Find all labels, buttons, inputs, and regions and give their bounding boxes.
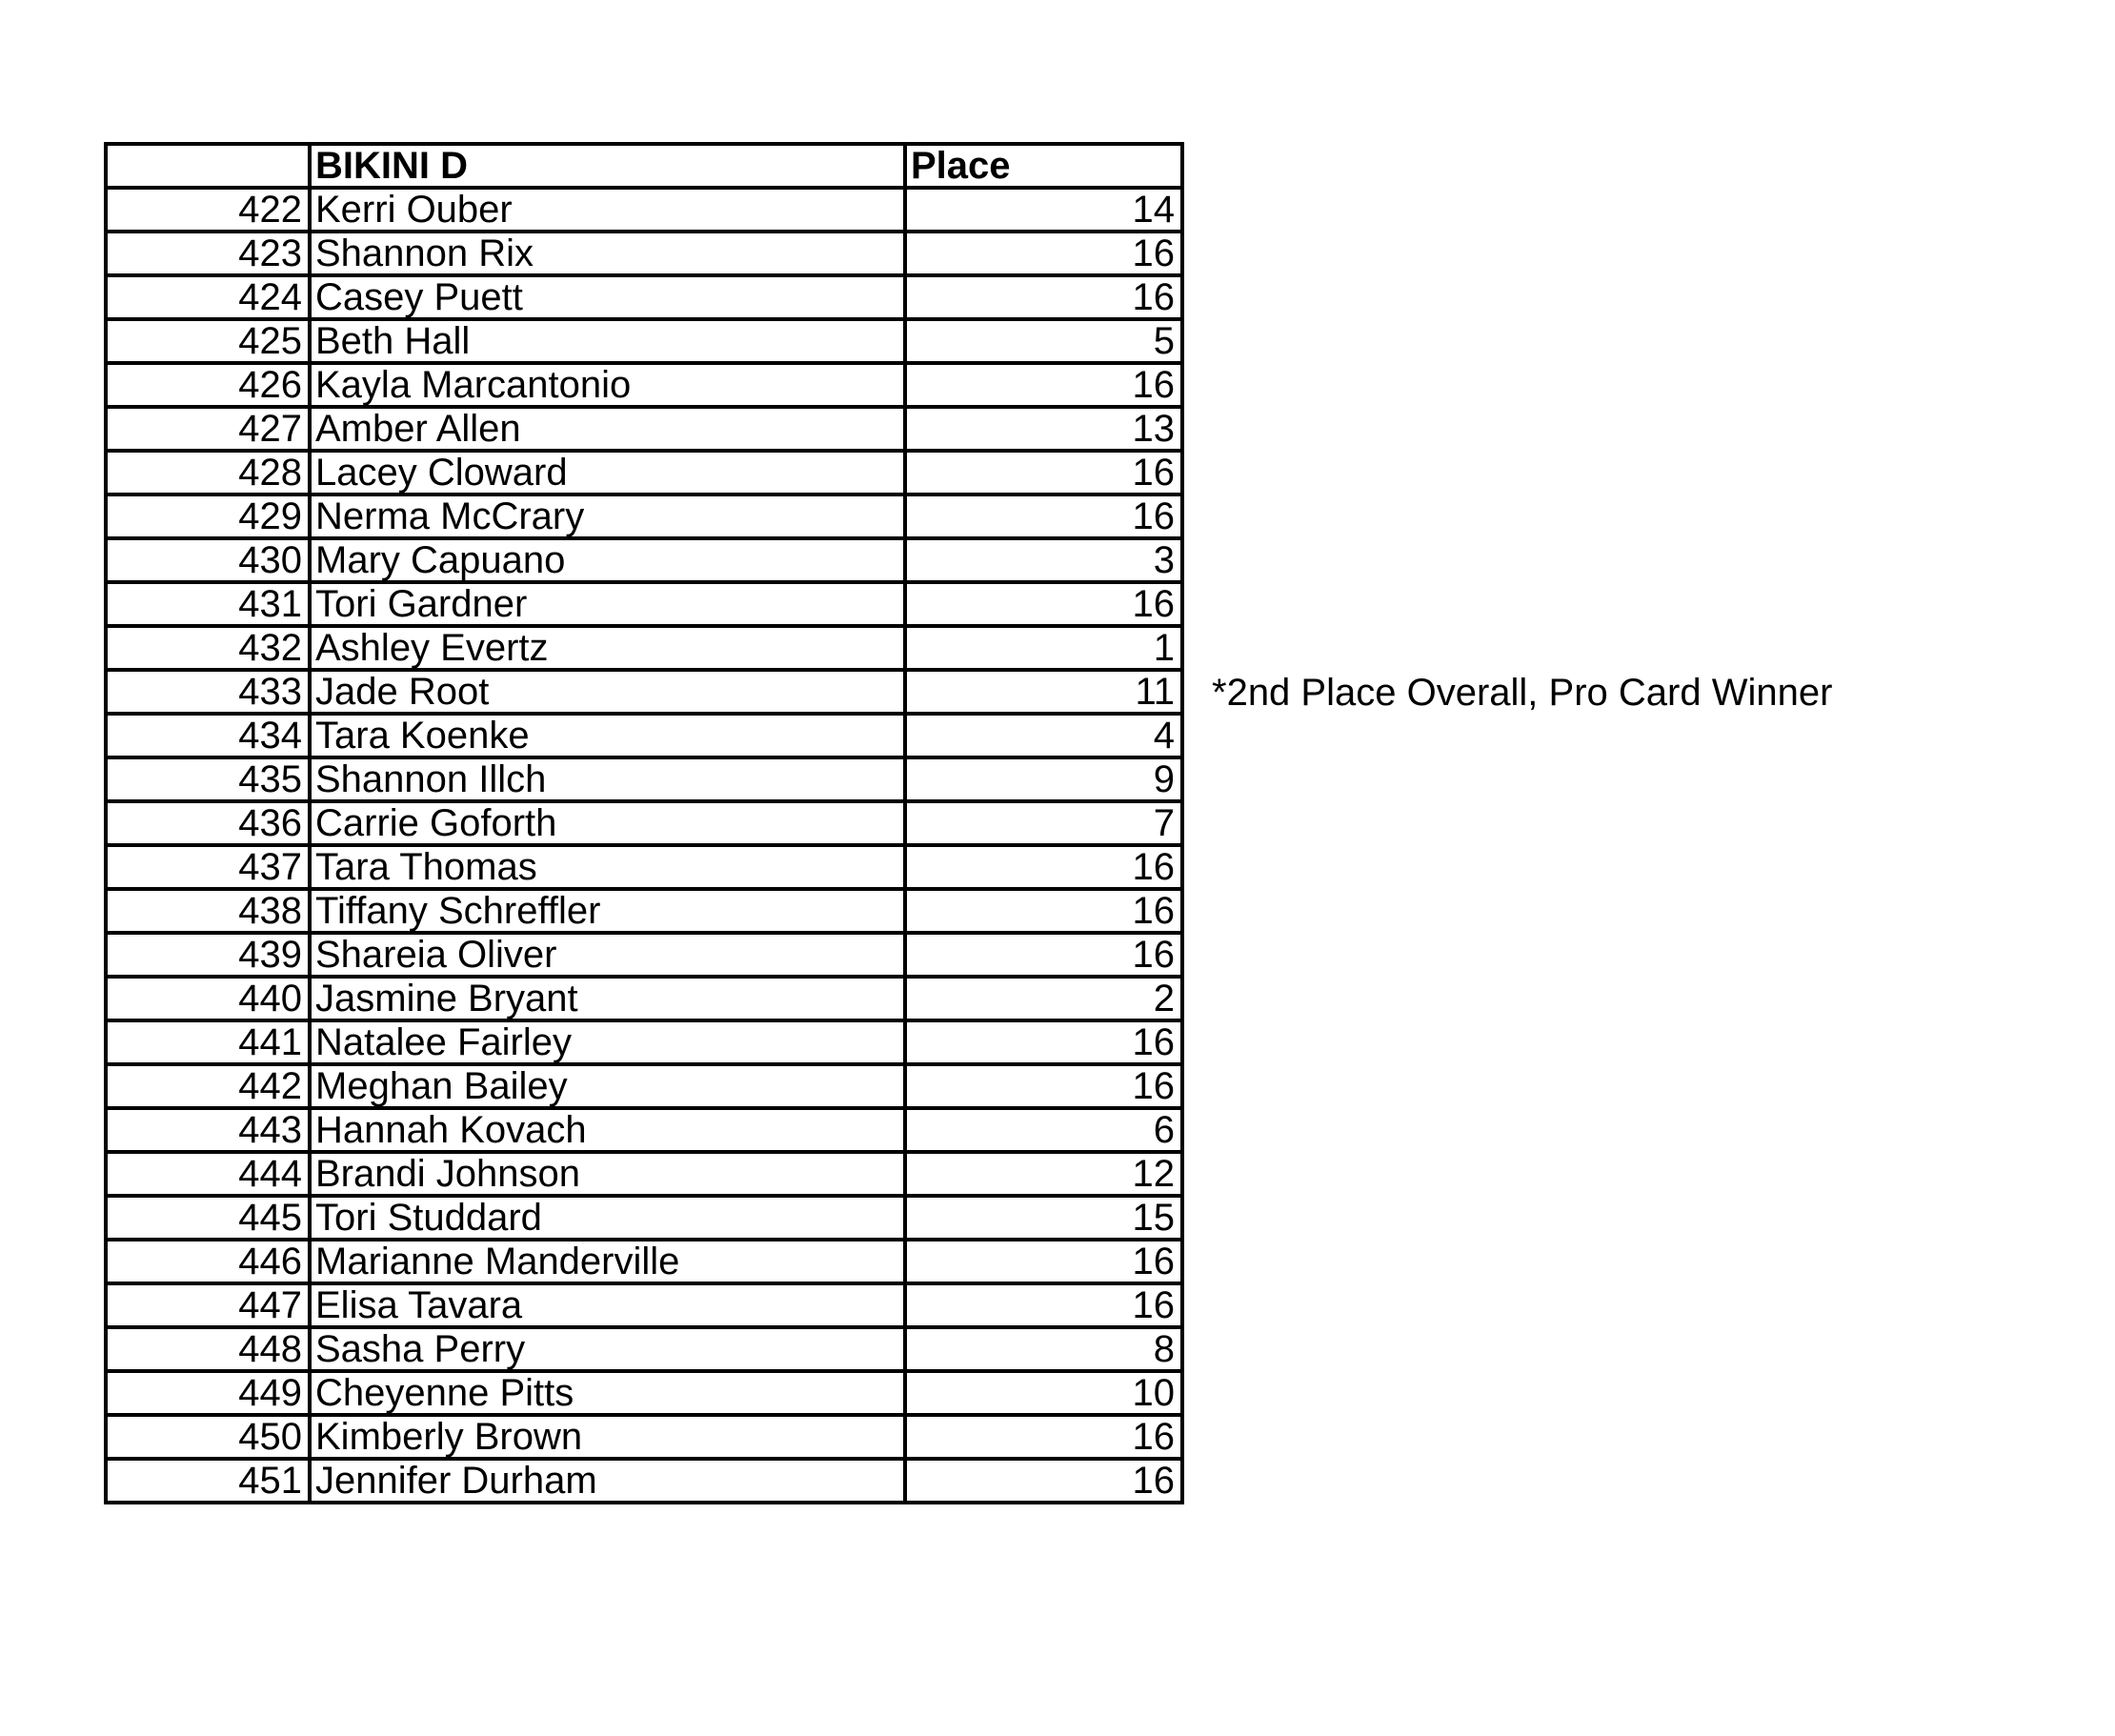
competitor-place: 16 xyxy=(905,495,1182,538)
competitor-name: Tiffany Schreffler xyxy=(310,889,905,933)
competitor-number: 426 xyxy=(106,363,310,407)
competitor-name: Carrie Goforth xyxy=(310,801,905,845)
competitor-number: 448 xyxy=(106,1327,310,1371)
table-row xyxy=(106,582,1182,626)
competitor-name: Natalee Fairley xyxy=(310,1020,905,1064)
table-row xyxy=(106,757,1182,801)
table-row xyxy=(106,275,1182,319)
competitor-name: Meghan Bailey xyxy=(310,1064,905,1108)
table-row xyxy=(106,1415,1182,1459)
competitor-name: Shannon Rix xyxy=(310,232,905,275)
competitor-place: 16 xyxy=(905,275,1182,319)
competitor-name: Kayla Marcantonio xyxy=(310,363,905,407)
competitor-name: Amber Allen xyxy=(310,407,905,451)
table-row xyxy=(106,670,1182,714)
competitor-name: Kerri Ouber xyxy=(310,188,905,232)
competitor-number: 430 xyxy=(106,538,310,582)
overall-winner-note: *2nd Place Overall, Pro Card Winner xyxy=(1212,672,1833,714)
competitor-name: Beth Hall xyxy=(310,319,905,363)
competitor-number: 435 xyxy=(106,757,310,801)
competitor-place: 7 xyxy=(905,801,1182,845)
competitor-number: 422 xyxy=(106,188,310,232)
competitor-name: Lacey Cloward xyxy=(310,451,905,495)
competitor-place: 1 xyxy=(905,626,1182,670)
table-row xyxy=(106,1020,1182,1064)
competitor-number: 442 xyxy=(106,1064,310,1108)
competitor-place: 5 xyxy=(905,319,1182,363)
competitor-name: Marianne Manderville xyxy=(310,1240,905,1283)
results-table xyxy=(104,142,1184,1504)
competitor-name: Hannah Kovach xyxy=(310,1108,905,1152)
competitor-number: 441 xyxy=(106,1020,310,1064)
competitor-number: 447 xyxy=(106,1283,310,1327)
competitor-number: 437 xyxy=(106,845,310,889)
competitor-place: 4 xyxy=(905,714,1182,757)
competitor-number: 446 xyxy=(106,1240,310,1283)
competitor-place: 16 xyxy=(905,232,1182,275)
competitor-name: Brandi Johnson xyxy=(310,1152,905,1196)
competitor-name: Casey Puett xyxy=(310,275,905,319)
table-row xyxy=(106,1283,1182,1327)
competitor-number: 429 xyxy=(106,495,310,538)
competitor-name: Jasmine Bryant xyxy=(310,977,905,1020)
competitor-number: 432 xyxy=(106,626,310,670)
competitor-number: 449 xyxy=(106,1371,310,1415)
competitor-place: 10 xyxy=(905,1371,1182,1415)
competitor-name: Kimberly Brown xyxy=(310,1415,905,1459)
competitor-name: Ashley Evertz xyxy=(310,626,905,670)
competitor-place: 6 xyxy=(905,1108,1182,1152)
table-row xyxy=(106,495,1182,538)
table-row xyxy=(106,451,1182,495)
competitor-place: 16 xyxy=(905,1415,1182,1459)
table-row xyxy=(106,889,1182,933)
table-row xyxy=(106,363,1182,407)
competitor-name: Tori Studdard xyxy=(310,1196,905,1240)
competitor-name: Sasha Perry xyxy=(310,1327,905,1371)
competitor-place: 9 xyxy=(905,757,1182,801)
competitor-place: 16 xyxy=(905,1459,1182,1503)
table-row xyxy=(106,845,1182,889)
competitor-number: 443 xyxy=(106,1108,310,1152)
competitor-number: 436 xyxy=(106,801,310,845)
competitor-place: 16 xyxy=(905,1064,1182,1108)
table-row xyxy=(106,714,1182,757)
competitor-place: 16 xyxy=(905,451,1182,495)
competitor-number: 434 xyxy=(106,714,310,757)
competitor-place: 16 xyxy=(905,1283,1182,1327)
table-row xyxy=(106,801,1182,845)
competitor-place: 16 xyxy=(905,933,1182,977)
competitor-place: 16 xyxy=(905,582,1182,626)
table-row xyxy=(106,1371,1182,1415)
competitor-place: 16 xyxy=(905,1240,1182,1283)
table-row xyxy=(106,977,1182,1020)
competitor-number: 431 xyxy=(106,582,310,626)
table-row xyxy=(106,1459,1182,1503)
header-category: BIKINI D xyxy=(310,144,905,188)
competitor-number: 427 xyxy=(106,407,310,451)
table-row xyxy=(106,407,1182,451)
table-row xyxy=(106,319,1182,363)
competitor-number: 450 xyxy=(106,1415,310,1459)
competitor-number: 440 xyxy=(106,977,310,1020)
competitor-number: 425 xyxy=(106,319,310,363)
competitor-place: 12 xyxy=(905,1152,1182,1196)
table-row xyxy=(106,538,1182,582)
competitor-name: Tara Koenke xyxy=(310,714,905,757)
competitor-number: 424 xyxy=(106,275,310,319)
competitor-place: 16 xyxy=(905,845,1182,889)
competitor-name: Mary Capuano xyxy=(310,538,905,582)
competitor-name: Shareia Oliver xyxy=(310,933,905,977)
competitor-number: 439 xyxy=(106,933,310,977)
competitor-name: Jade Root xyxy=(310,670,905,714)
competitor-name: Elisa Tavara xyxy=(310,1283,905,1327)
competitor-name: Tori Gardner xyxy=(310,582,905,626)
competitor-place: 2 xyxy=(905,977,1182,1020)
competitor-place: 16 xyxy=(905,363,1182,407)
competitor-place: 3 xyxy=(905,538,1182,582)
competitor-place: 16 xyxy=(905,1020,1182,1064)
competitor-name: Jennifer Durham xyxy=(310,1459,905,1503)
competitor-number: 433 xyxy=(106,670,310,714)
table-row xyxy=(106,626,1182,670)
table-row xyxy=(106,1196,1182,1240)
competitor-number: 444 xyxy=(106,1152,310,1196)
competitor-number: 423 xyxy=(106,232,310,275)
table-header-row xyxy=(106,144,1182,188)
table-row xyxy=(106,1064,1182,1108)
competitor-name: Shannon Illch xyxy=(310,757,905,801)
table-row xyxy=(106,1108,1182,1152)
competitor-place: 8 xyxy=(905,1327,1182,1371)
table-row xyxy=(106,188,1182,232)
table-row xyxy=(106,1327,1182,1371)
competitor-place: 15 xyxy=(905,1196,1182,1240)
competitor-place: 14 xyxy=(905,188,1182,232)
header-place: Place xyxy=(905,144,1182,188)
table-row xyxy=(106,1240,1182,1283)
table-row xyxy=(106,933,1182,977)
competitor-number: 451 xyxy=(106,1459,310,1503)
competitor-place: 16 xyxy=(905,889,1182,933)
competitor-name: Tara Thomas xyxy=(310,845,905,889)
header-number xyxy=(106,144,310,188)
competitor-number: 438 xyxy=(106,889,310,933)
competitor-place: 11 xyxy=(905,670,1182,714)
table-row xyxy=(106,1152,1182,1196)
competitor-number: 445 xyxy=(106,1196,310,1240)
table-row xyxy=(106,232,1182,275)
competitor-place: 13 xyxy=(905,407,1182,451)
competitor-name: Nerma McCrary xyxy=(310,495,905,538)
competitor-number: 428 xyxy=(106,451,310,495)
competitor-name: Cheyenne Pitts xyxy=(310,1371,905,1415)
